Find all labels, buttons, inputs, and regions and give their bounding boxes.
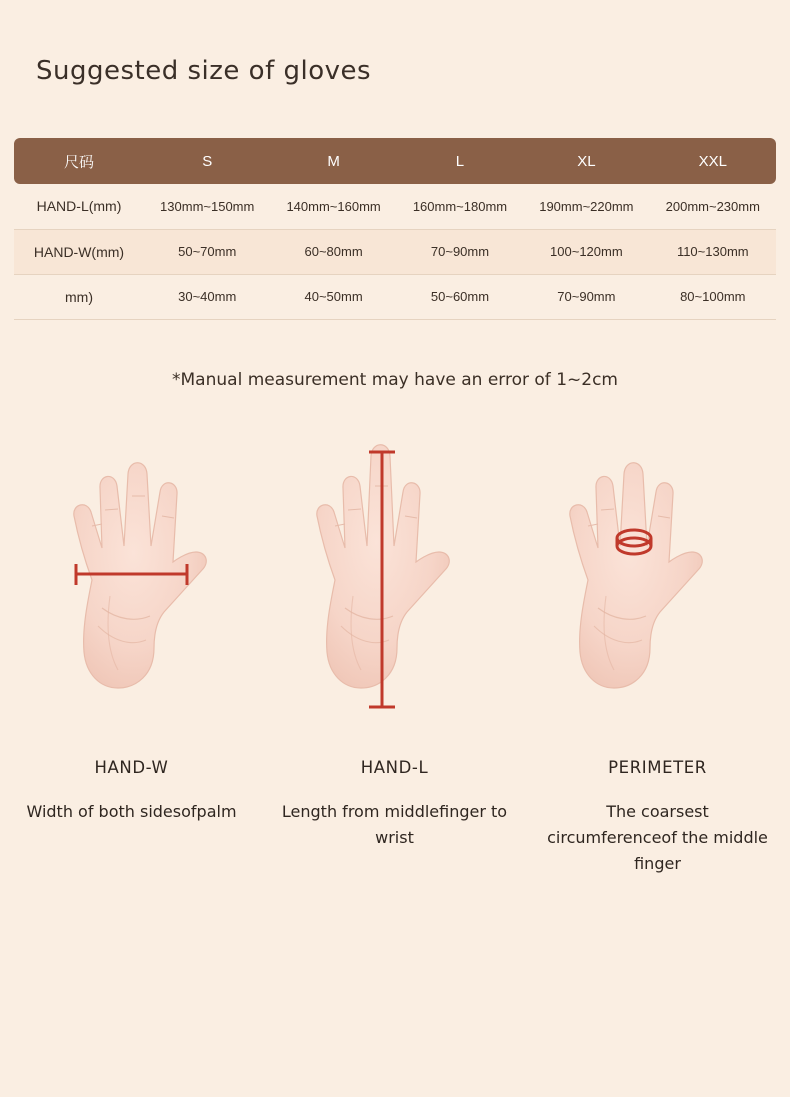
row-label: HAND-W(mm) — [14, 229, 144, 274]
cell: 200mm~230mm — [650, 184, 776, 229]
cell: 110~130mm — [650, 229, 776, 274]
figure-hand-length — [263, 430, 526, 877]
table-header-row — [14, 138, 776, 184]
column-header-m: M — [270, 138, 396, 184]
table-body — [14, 184, 776, 319]
cell: 70~90mm — [523, 274, 649, 319]
cell: 80~100mm — [650, 274, 776, 319]
figure-description: The coarsest circumferenceof the middle finger — [547, 802, 768, 873]
hand-length-icon — [277, 430, 512, 730]
figure-description: Length from middlefinger to wrist — [281, 802, 508, 847]
measurement-note: *Manual measurement may have an error of 1~2cm — [172, 370, 618, 390]
table-row — [14, 229, 776, 274]
table-row — [14, 274, 776, 319]
column-header-xl: XL — [523, 138, 649, 184]
size-table — [14, 138, 776, 320]
hand-figures — [0, 430, 790, 877]
finger-perimeter-icon — [540, 430, 775, 730]
cell: 160mm~180mm — [397, 184, 523, 229]
column-header-s: S — [144, 138, 270, 184]
hand-width-icon — [14, 430, 249, 730]
cell: 140mm~160mm — [270, 184, 396, 229]
figure-caption: HAND-W — [94, 758, 169, 777]
table-header — [14, 138, 776, 184]
column-header-xxl: XXL — [650, 138, 776, 184]
figure-perimeter — [526, 430, 789, 877]
figure-hand-width — [0, 430, 263, 877]
cell: 40~50mm — [270, 274, 396, 319]
cell: 190mm~220mm — [523, 184, 649, 229]
cell: 60~80mm — [270, 229, 396, 274]
cell: 50~70mm — [144, 229, 270, 274]
row-label: mm) — [14, 274, 144, 319]
column-header-l: L — [397, 138, 523, 184]
cell: 100~120mm — [523, 229, 649, 274]
cell: 30~40mm — [144, 274, 270, 319]
cell: 130mm~150mm — [144, 184, 270, 229]
table-row — [14, 184, 776, 229]
figure-caption: HAND-L — [360, 758, 429, 777]
page-title: Suggested size of gloves — [36, 56, 372, 86]
figure-description: Width of both sidesofpalm — [26, 802, 237, 821]
row-label: HAND-L(mm) — [14, 184, 144, 229]
cell: 70~90mm — [397, 229, 523, 274]
cell: 50~60mm — [397, 274, 523, 319]
column-header-size: 尺码 — [14, 138, 144, 184]
figure-caption: PERIMETER — [608, 758, 707, 777]
